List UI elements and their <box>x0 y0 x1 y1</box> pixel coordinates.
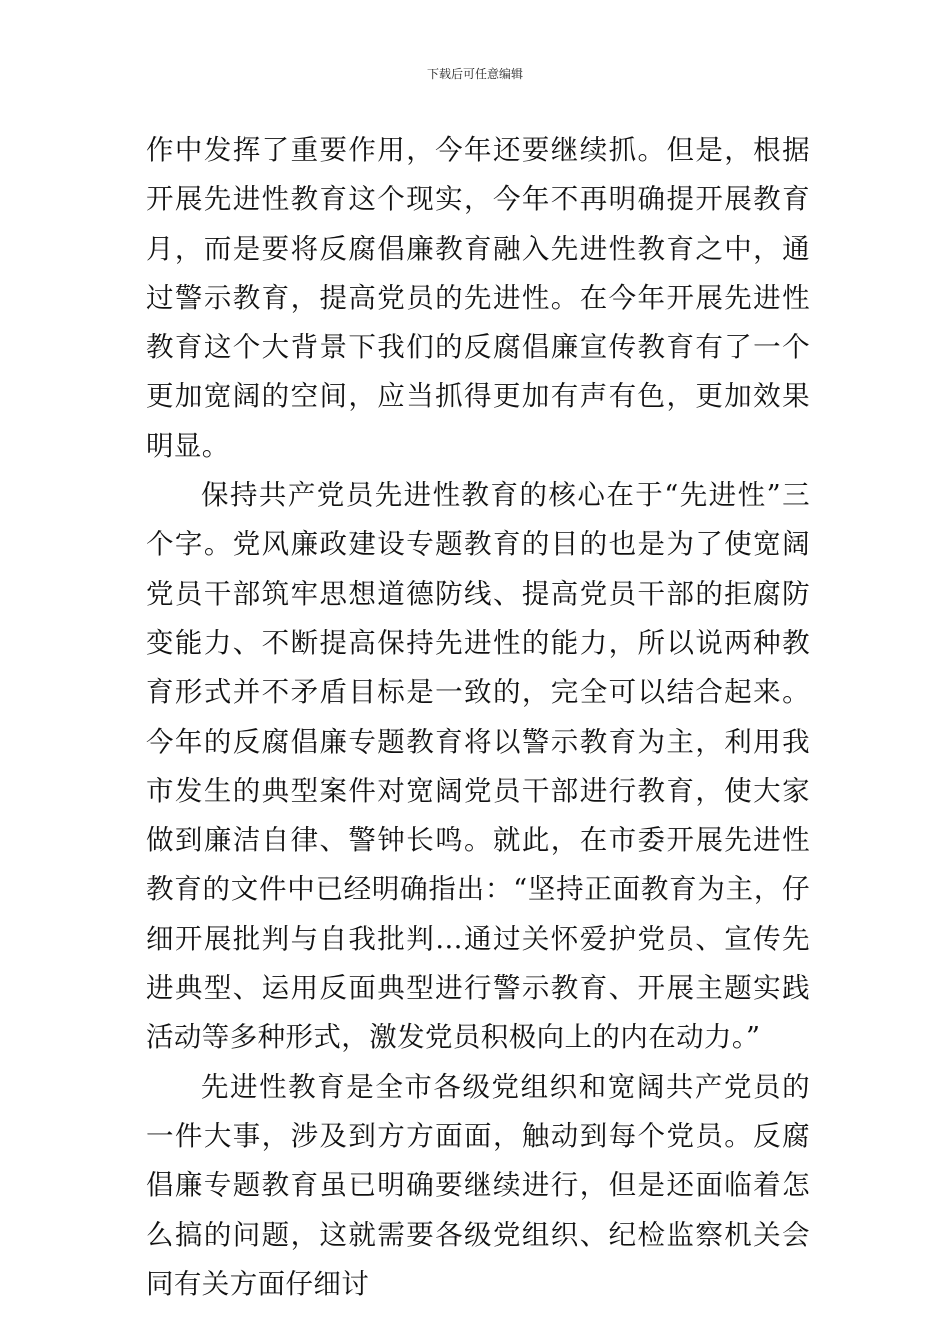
page-header: 下载后可任意编辑 <box>426 67 523 81</box>
document-body <box>146 126 810 1309</box>
paragraph-3: 先进性教育是全市各级党组织和宽阔共产党员的一件大事，涉及到方方面面，触动到每个党员。反腐倡廉专题教育虽已明确要继续进行，但是还面临着怎么搞的问题，这就需要各级党组织、纪检监察机关会同有关方面仔细讨 <box>146 1070 810 1300</box>
paragraph-2: 保持共产党员先进性教育的核心在于“先进性”三个字。党风廉政建设专题教育的目的也是为了使宽阔党员干部筑牢思想道德防线、提高党员干部的拒腐防变能力、不断提高保持先进性的能力，所以说两种教育形式并不矛盾目标是一致的，完全可以结合起来。今年的反腐倡廉专题教育将以警示教育为主，利用我市发生的典型案件对宽阔党员干部进行教育，使大家做到廉洁自律、警钟长鸣。就此，在市委开展先进性教育的文件中已经明确指出：“坚持正面教育为主，仔细开展批判与自我批判…通过关怀爱护党员、宣传先进典型、运用反面典型进行警示教育、开展主题实践活动等多种形式，激发党员积极向上的内在动力。” <box>146 479 810 1054</box>
paragraph-1: 作中发挥了重要作用，今年还要继续抓。但是，根据开展先进性教育这个现实，今年不再明确提开展教育月，而是要将反腐倡廉教育融入先进性教育之中，通过警示教育，提高党员的先进性。在今年开展先进性教育这个大背景下我们的反腐倡廉宣传教育有了一个更加宽阔的空间，应当抓得更加有声有色，更加效果明显。 <box>146 134 810 462</box>
